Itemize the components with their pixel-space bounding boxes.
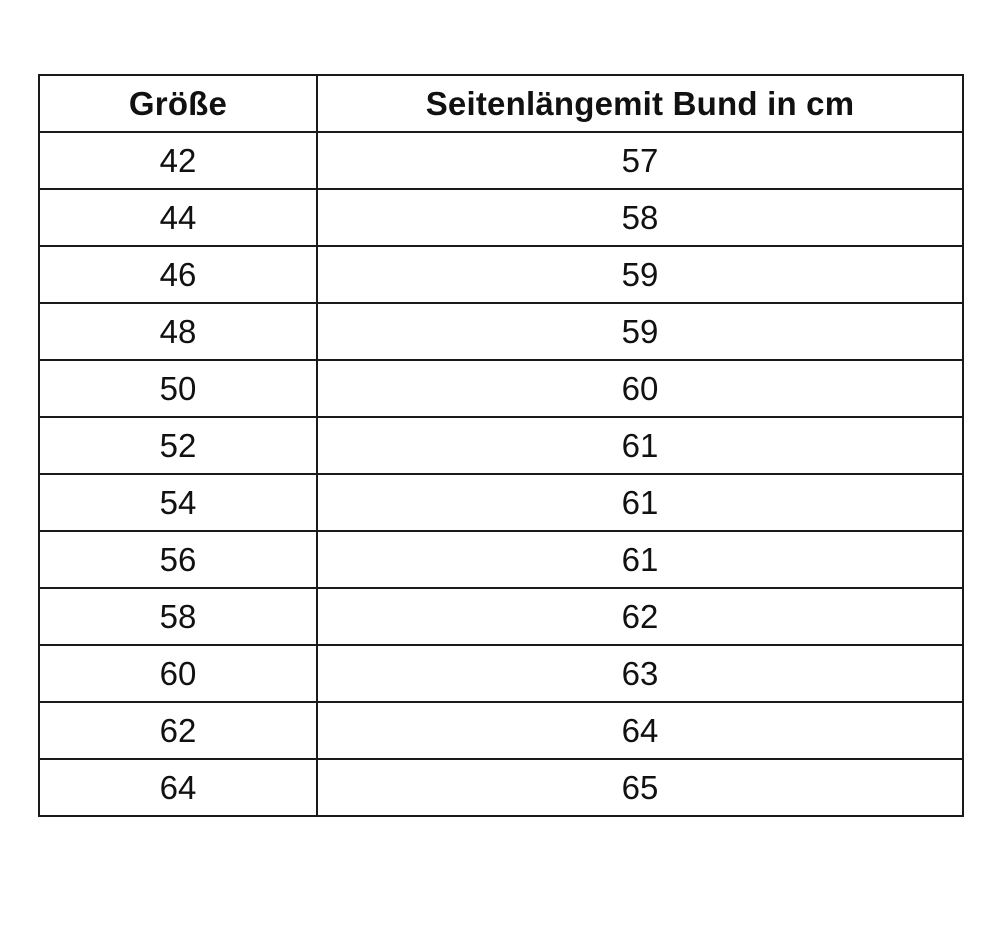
cell-size: 48 [39,303,317,360]
header-size: Größe [39,75,317,132]
cell-side-length: 63 [317,645,963,702]
cell-size: 62 [39,702,317,759]
cell-side-length: 60 [317,360,963,417]
table-row [39,303,963,360]
table-body [39,132,963,816]
cell-side-length: 61 [317,474,963,531]
cell-side-length: 61 [317,417,963,474]
table-row [39,246,963,303]
cell-size: 54 [39,474,317,531]
cell-size: 50 [39,360,317,417]
cell-size: 44 [39,189,317,246]
cell-size: 58 [39,588,317,645]
table-row [39,474,963,531]
table-header [39,75,963,132]
table-row [39,759,963,816]
cell-side-length: 57 [317,132,963,189]
table-row [39,588,963,645]
table-row [39,132,963,189]
cell-side-length: 58 [317,189,963,246]
cell-side-length: 59 [317,246,963,303]
cell-size: 64 [39,759,317,816]
table-row [39,645,963,702]
cell-side-length: 62 [317,588,963,645]
table-row [39,531,963,588]
table-row [39,360,963,417]
header-side-length: Seitenlängemit Bund in cm [317,75,963,132]
header-row [39,75,963,132]
cell-size: 42 [39,132,317,189]
cell-side-length: 59 [317,303,963,360]
cell-size: 52 [39,417,317,474]
cell-size: 60 [39,645,317,702]
cell-side-length: 64 [317,702,963,759]
cell-side-length: 65 [317,759,963,816]
cell-side-length: 61 [317,531,963,588]
size-table [38,74,964,817]
table-row [39,417,963,474]
table-row [39,702,963,759]
cell-size: 46 [39,246,317,303]
cell-size: 56 [39,531,317,588]
table-row [39,189,963,246]
